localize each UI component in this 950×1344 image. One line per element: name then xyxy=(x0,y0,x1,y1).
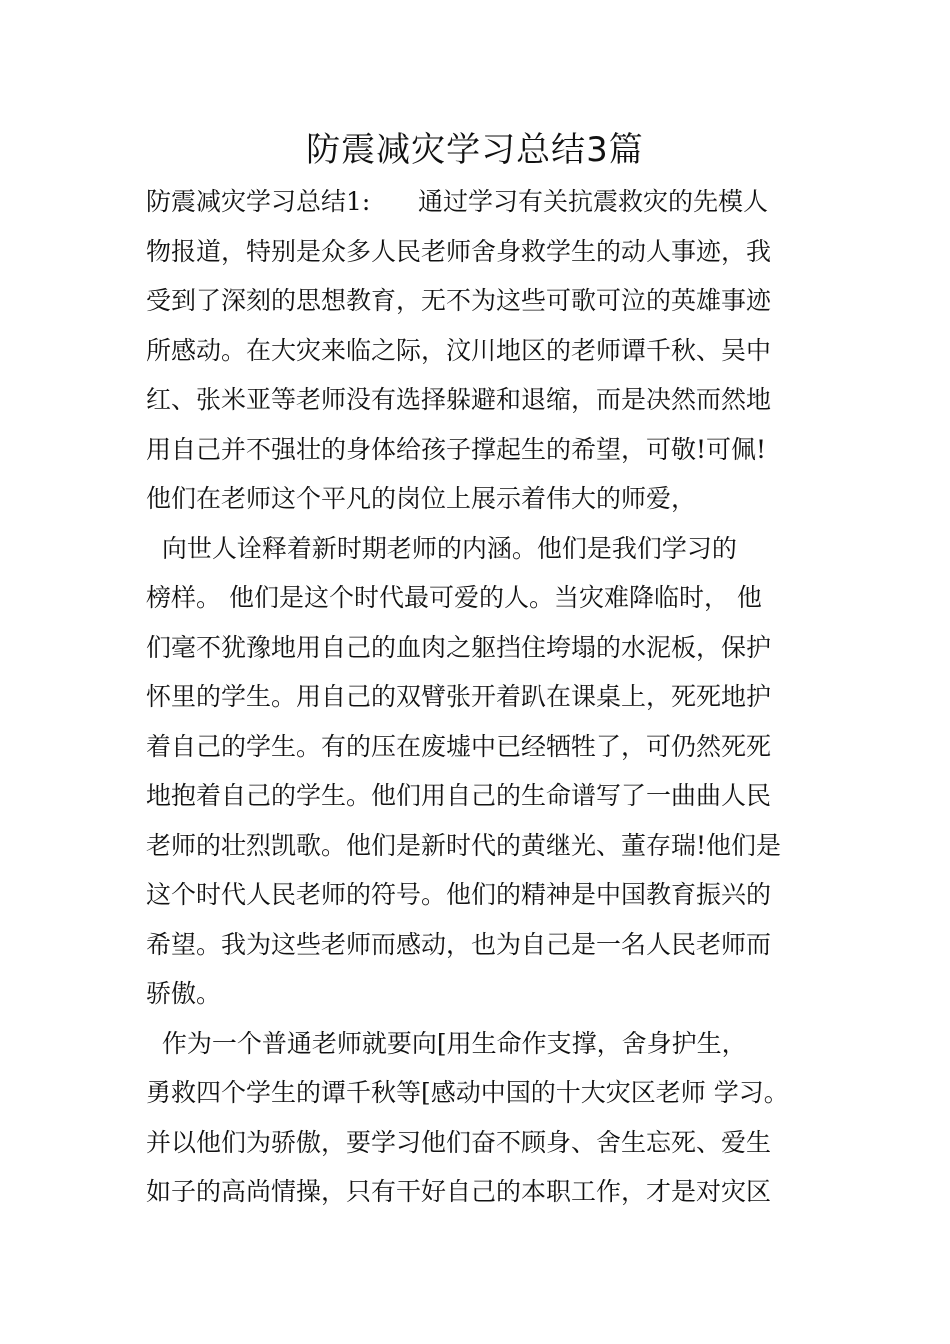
text-line: 向世人诠释着新时期老师的内涵。他们是我们学习的 xyxy=(146,533,737,563)
text-line: 红、张米亚等老师没有选择躲避和退缩，而是决然而然地 xyxy=(146,385,772,414)
text-line: 防震减灾学习总结1: 通过学习有关抗震救灾的先模人 xyxy=(146,187,769,216)
text-line: 这个时代人民老师的符号。他们的精神是中国教育振兴的 xyxy=(146,880,772,909)
text-line: 受到了深刻的思想教育，无不为这些可歌可泣的英雄事迹 xyxy=(146,286,772,315)
text-line: 所感动。在大灾来临之际，汶川地区的老师谭千秋、吴中 xyxy=(146,335,772,365)
text-line: 物报道，特别是众多人民老师舍身救学生的动人事迹，我 xyxy=(146,236,772,266)
document-title: 防震减灾学习总结3篇 xyxy=(306,130,644,170)
document-body xyxy=(146,177,826,1217)
text-line: 怀里的学生。用自己的双臂张开着趴在课桌上，死死地护 xyxy=(146,682,772,711)
text-line: 骄傲。 xyxy=(146,979,222,1008)
text-line: 地抱着自己的学生。他们用自己的生命谱写了一曲曲人民 xyxy=(146,781,772,810)
text-line: 勇救四个学生的谭千秋等[感动中国的十大灾区老师 学习。 xyxy=(146,1078,789,1107)
text-line: 们毫不犹豫地用自己的血肉之躯挡住垮塌的水泥板，保护 xyxy=(146,632,772,662)
text-line: 作为一个普通老师就要向[用生命作支撑，舍身护生， xyxy=(146,1028,747,1058)
text-line: 并以他们为骄傲，要学习他们奋不顾身、舍生忘死、爱生 xyxy=(146,1127,772,1157)
text-line: 老师的壮烈凯歌。他们是新时代的黄继光、董存瑞!他们是 xyxy=(146,830,782,860)
text-line: 榜样。 他们是这个时代最可爱的人。当灾难降临时， 他 xyxy=(146,583,762,612)
text-line: 用自己并不强壮的身体给孩子撑起生的希望，可敬!可佩! xyxy=(146,434,767,464)
text-line: 着自己的学生。有的压在废墟中已经牺牲了，可仍然死死 xyxy=(146,731,772,761)
text-line: 希望。我为这些老师而感动，也为自己是一名人民老师而 xyxy=(146,929,772,959)
text-line: 如子的高尚情操，只有干好自己的本职工作，才是对灾区 xyxy=(146,1177,772,1206)
text-line: 他们在老师这个平凡的岗位上展示着伟大的师爱， xyxy=(146,484,697,513)
